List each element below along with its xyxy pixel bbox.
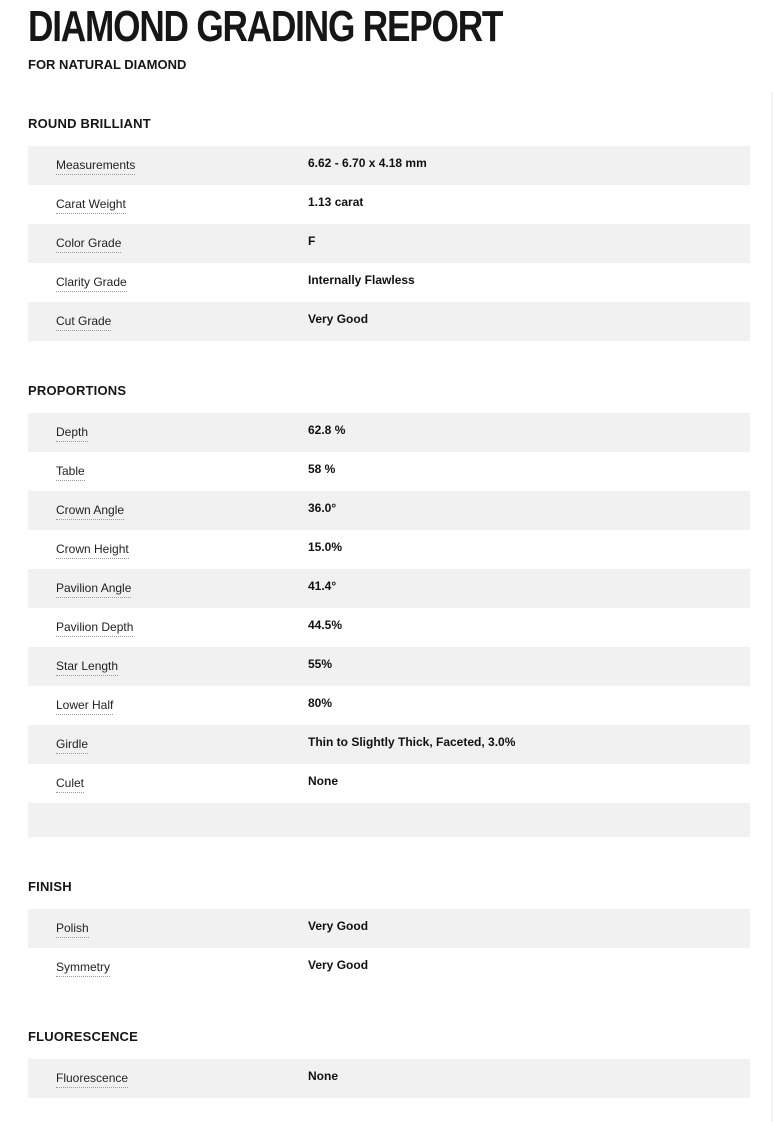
row-value-cut-grade: Very Good: [308, 312, 369, 326]
table-row-depth: [28, 413, 750, 452]
row-label-pavilion-angle[interactable]: Pavilion Angle: [56, 581, 131, 598]
table-row-color-grade: [28, 224, 750, 263]
row-value-color-grade: F: [308, 234, 316, 248]
proportions-table: [28, 413, 750, 837]
table-row-polish: [28, 909, 750, 948]
table-row-cut-grade: [28, 302, 750, 341]
row-value-crown-angle: 36.0°: [308, 501, 337, 515]
table-row-fluorescence: [28, 1059, 750, 1098]
row-label-crown-height[interactable]: Crown Height: [56, 542, 129, 559]
row-value-carat-weight: 1.13 carat: [308, 195, 364, 209]
row-value-girdle: Thin to Slightly Thick, Faceted, 3.0%: [308, 735, 516, 749]
row-label-lower-half[interactable]: Lower Half: [56, 698, 113, 715]
row-label-star-length[interactable]: Star Length: [56, 659, 118, 676]
section-heading-round-brilliant: ROUND BRILLIANT: [28, 116, 151, 131]
row-value-table: 58 %: [308, 462, 336, 476]
row-label-clarity-grade[interactable]: Clarity Grade: [56, 275, 127, 292]
table-row-star-length: [28, 647, 750, 686]
row-value-polish: Very Good: [308, 919, 369, 933]
report-subtitle: FOR NATURAL DIAMOND: [28, 57, 187, 72]
row-value-culet: None: [308, 774, 338, 788]
row-value-star-length: 55%: [308, 657, 333, 671]
row-label-table[interactable]: Table: [56, 464, 85, 481]
section-heading-finish: FINISH: [28, 879, 72, 894]
row-label-culet[interactable]: Culet: [56, 776, 84, 793]
table-row-lower-half: [28, 686, 750, 725]
table-row-symmetry: [28, 948, 750, 987]
table-row-carat-weight: [28, 185, 750, 224]
row-value-measurements: 6.62 - 6.70 x 4.18 mm: [308, 156, 427, 170]
row-label-color-grade[interactable]: Color Grade: [56, 236, 121, 253]
table-row-crown-angle: [28, 491, 750, 530]
row-value-lower-half: 80%: [308, 696, 333, 710]
row-label-carat-weight[interactable]: Carat Weight: [56, 197, 126, 214]
table-row-clarity-grade: [28, 263, 750, 302]
row-label-girdle[interactable]: Girdle: [56, 737, 88, 754]
row-value-pavilion-depth: 44.5%: [308, 618, 343, 632]
finish-table: [28, 909, 750, 987]
table-row-measurements: [28, 146, 750, 185]
row-label-polish[interactable]: Polish: [56, 921, 89, 938]
table-row-table: [28, 452, 750, 491]
row-label-symmetry[interactable]: Symmetry: [56, 960, 110, 977]
row-value-crown-height: 15.0%: [308, 540, 343, 554]
table-row-crown-height: [28, 530, 750, 569]
report-title: DIAMOND GRADING REPORT: [28, 2, 503, 51]
table-row-empty: [28, 803, 750, 837]
row-value-fluorescence: None: [308, 1069, 338, 1083]
row-label-fluorescence[interactable]: Fluorescence: [56, 1071, 128, 1088]
section-heading-fluorescence: FLUORESCENCE: [28, 1029, 139, 1044]
row-label-cut-grade[interactable]: Cut Grade: [56, 314, 111, 331]
fluorescence-table: [28, 1059, 750, 1098]
table-row-pavilion-depth: [28, 608, 750, 647]
row-value-clarity-grade: Internally Flawless: [308, 273, 415, 287]
table-row-culet: [28, 764, 750, 803]
round-brilliant-table: [28, 146, 750, 341]
row-value-depth: 62.8 %: [308, 423, 346, 437]
row-label-measurements[interactable]: Measurements: [56, 158, 135, 175]
row-label-pavilion-depth[interactable]: Pavilion Depth: [56, 620, 133, 637]
table-row-girdle: [28, 725, 750, 764]
row-label-crown-angle[interactable]: Crown Angle: [56, 503, 124, 520]
table-row-pavilion-angle: [28, 569, 750, 608]
row-value-symmetry: Very Good: [308, 958, 369, 972]
row-label-depth[interactable]: Depth: [56, 425, 88, 442]
row-value-pavilion-angle: 41.4°: [308, 579, 337, 593]
section-heading-proportions: PROPORTIONS: [28, 383, 127, 398]
